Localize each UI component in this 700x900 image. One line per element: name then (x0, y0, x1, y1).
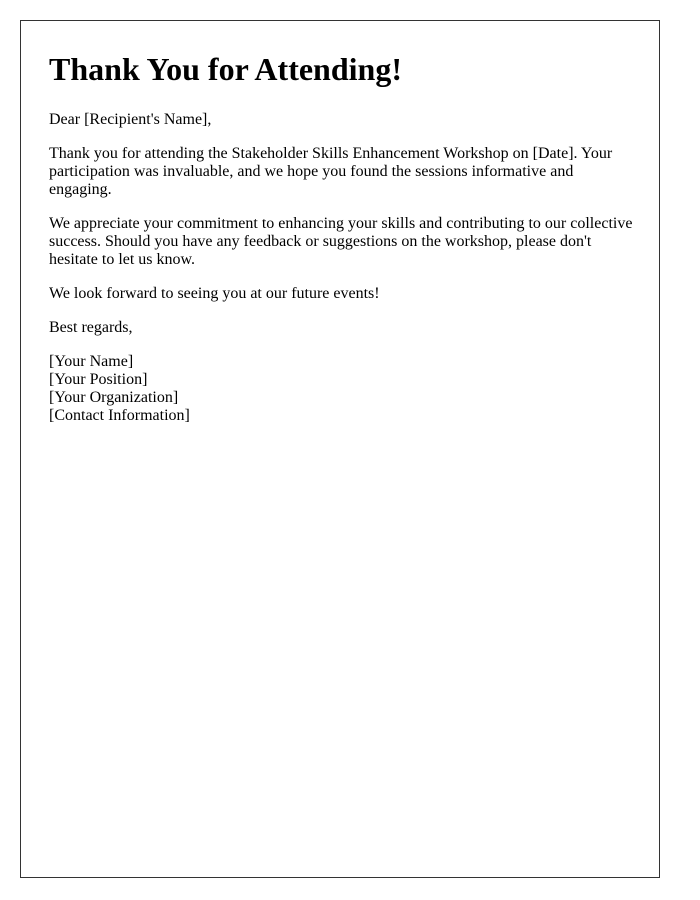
letter-paragraph-3: We look forward to seeing you at our future events! (49, 285, 380, 302)
signature-block (49, 353, 639, 425)
signature-position: [Your Position] (49, 371, 148, 388)
letter-content (49, 49, 639, 425)
letter-title: Thank You for Attending! (49, 51, 402, 87)
letter-paragraph-2: We appreciate your commitment to enhancing your skills and contributing to our collective success. Should you have any feedback or suggestions on the workshop, please don't hesitate to let us know. (49, 215, 633, 268)
signature-contact: [Contact Information] (49, 407, 190, 424)
signature-name: [Your Name] (49, 353, 134, 370)
signature-organization: [Your Organization] (49, 389, 179, 406)
letter-frame (20, 20, 660, 878)
letter-paragraph-1: Thank you for attending the Stakeholder Skills Enhancement Workshop on [Date]. Your participation was invaluable, and we hope you found the sessions informative and engaging. (49, 145, 613, 198)
letter-greeting: Dear [Recipient's Name], (49, 111, 212, 128)
letter-closing: Best regards, (49, 319, 133, 336)
